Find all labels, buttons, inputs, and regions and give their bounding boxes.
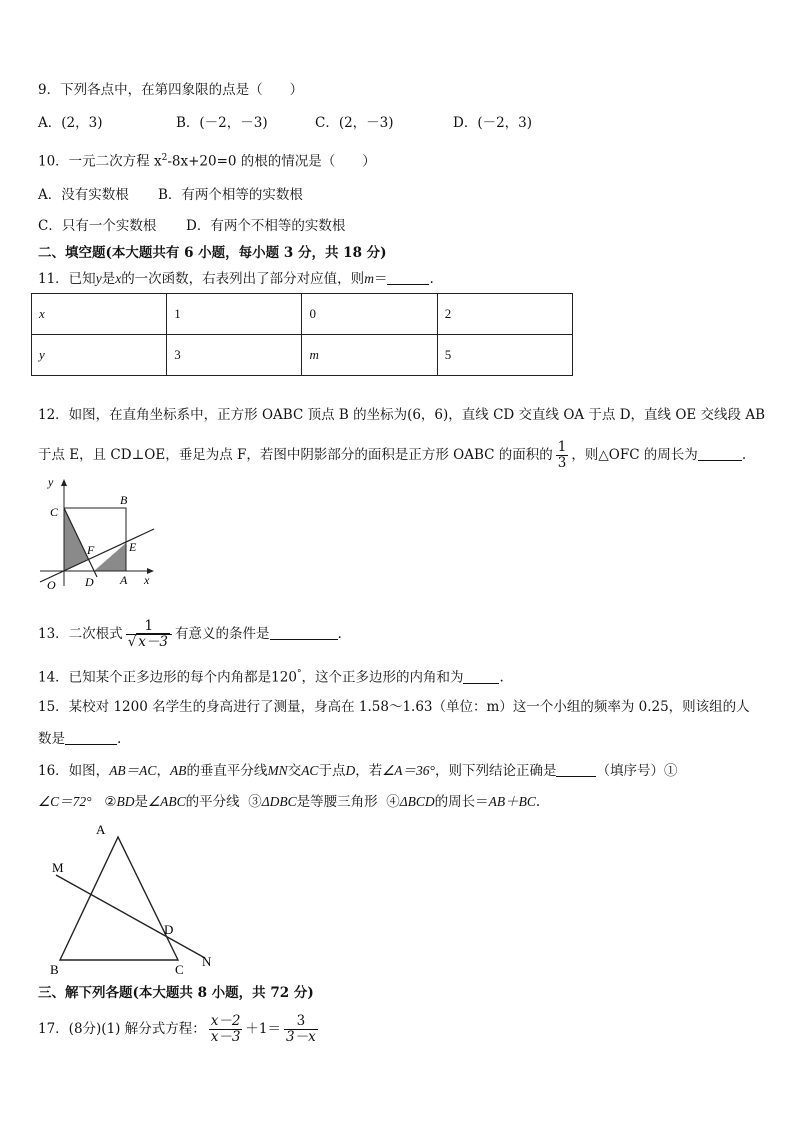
q11-stem: 11．已知y是x的一次函数，右表列出了部分对应值，则m＝ . — [38, 271, 434, 287]
q10-options-row2 — [38, 216, 345, 236]
label-n: N — [202, 954, 212, 969]
q13-fraction: $\frac{1}{√ x-3}$ — [126, 619, 172, 650]
q10-options-row1 — [38, 185, 303, 205]
label-f: F — [87, 543, 95, 557]
table-row — [32, 335, 573, 376]
table-cell: 0 — [302, 294, 437, 335]
table-cell: 2 — [437, 294, 572, 335]
q11-answer-blank[interactable] — [387, 270, 429, 285]
q10-option-b: B．有两个相等的实数根 — [158, 187, 303, 203]
q15-answer-blank[interactable] — [65, 730, 117, 745]
table-cell: 5 — [437, 335, 572, 376]
label-d: D — [164, 922, 174, 937]
q15-line2: 数是 . — [38, 731, 122, 747]
q15-line1: 15．某校对 1200 名学生的身高进行了测量，身高在 1.58～1.63（单位：m）这一个小组的频率为 0.25，则该组的人 — [38, 699, 750, 715]
triangle-bisector-figure — [40, 820, 225, 980]
q10-option-d: D．有两个不相等的实数根 — [186, 218, 346, 234]
line-oe — [40, 529, 154, 582]
label-a: A — [96, 822, 106, 837]
q12-answer-blank[interactable] — [698, 446, 742, 461]
q17-stem: 17．(8分)(1) 解分式方程： $\frac{x-2}{x-3}$ ＋1＝ $\frac{3}{3-x}$ — [38, 1013, 316, 1045]
q17-fraction-left: $\frac{x-2}{x-3}$ — [210, 1013, 241, 1045]
q9-stem: 9．下列各点中，在第四象限的点是（ ） — [38, 82, 304, 98]
q14-stem: 14．已知某个正多边形的每个内角都是120°，这个正多边形的内角和为 . — [38, 669, 504, 686]
section-3-heading: 三、解下列各题(本大题共 8 小题，共 72 分) — [38, 985, 314, 1001]
q17-fraction-right: $\frac{3}{3-x}$ — [286, 1013, 316, 1045]
label-b: B — [50, 962, 59, 977]
y-arrow-icon — [61, 479, 67, 486]
table-cell: 3 — [167, 335, 302, 376]
q10-option-a: A．没有实数根 — [38, 187, 129, 203]
label-c: C — [50, 505, 59, 519]
square-coordinate-figure — [34, 474, 164, 594]
label-x: x — [144, 573, 150, 587]
table-cell: 1 — [167, 294, 302, 335]
q13-stem: 13．二次根式 $\frac{1}{√ x-3}$ 有意义的条件是 . — [38, 618, 342, 650]
label-b: B — [120, 493, 128, 507]
q16-answer-blank[interactable] — [556, 762, 596, 777]
value-table — [31, 293, 573, 376]
q10-stem: 10．一元二次方程 $x^2-8x+20=0$ 的根的情况是（ ） — [38, 153, 376, 170]
q9-options — [38, 113, 532, 133]
table-row — [32, 294, 573, 335]
label-y: y — [48, 475, 54, 489]
q13-answer-blank[interactable] — [270, 625, 338, 640]
q16-line1: 16．如图，AB＝AC，AB的垂直平分线MN交AC于点D，若∠A＝36°，则下列结论正确是 （填序号）① — [38, 763, 678, 779]
q12-line1: 12．如图，在直角坐标系中，正方形 OABC 顶点 B 的坐标为(6，6)，直线 CD 交直线 OA 于点 D，直线 OE 交线段 AB — [38, 407, 766, 423]
triangle-abc — [60, 837, 178, 960]
table-cell: y — [32, 335, 167, 376]
table-cell: m — [302, 335, 437, 376]
q9-option-c: C．(2，－3) — [315, 115, 394, 131]
q9-option-a: A．(2，3) — [38, 115, 103, 131]
label-e: E — [129, 540, 137, 554]
label-a: A — [120, 573, 128, 587]
q12-fraction: $\frac{1}{3}$ — [557, 439, 567, 471]
q16-line2: ∠C＝72° ②BD是∠ABC的平分线 ③ΔDBC是等腰三角形 ④ΔBCD的周长＝AB＋BC. — [38, 794, 541, 810]
q10-option-c: C．只有一个实数根 — [38, 218, 157, 234]
q14-answer-blank[interactable] — [463, 669, 499, 684]
label-c: C — [175, 962, 184, 977]
section-2-heading: 二、填空题(本大题共有 6 小题，每小题 3 分，共 18 分) — [38, 245, 387, 261]
table-cell: x — [32, 294, 167, 335]
q12-line2: 于点 E，且 CD⊥OE，垂足为点 F，若图中阴影部分的面积是正方形 OABC 的面积的 $\frac{1}{3}$ ，则△OFC 的周长为 . — [38, 439, 747, 471]
q9-option-b: B．(－2，－3) — [176, 115, 268, 131]
line-mn — [56, 875, 205, 958]
label-m: M — [52, 860, 64, 875]
q9-option-d: D．(－2，3) — [453, 115, 533, 131]
label-o: O — [47, 578, 56, 592]
shaded-triangle-dae — [94, 543, 126, 571]
label-d: D — [85, 575, 94, 589]
